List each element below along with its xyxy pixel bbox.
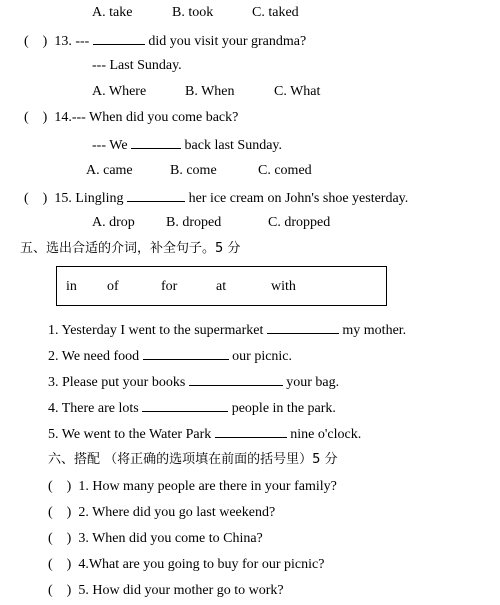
answer-blank (131, 135, 181, 149)
matching-item (48, 556, 324, 574)
word-bank-item: in (66, 279, 77, 294)
answer-blank (215, 424, 287, 438)
answer-blank (267, 320, 339, 334)
answer-paren: ( ) (24, 34, 48, 49)
q14-option-b: B. come (170, 163, 217, 178)
sentence-text: people in the park. (231, 401, 336, 416)
q15-option-c: C. dropped (268, 215, 331, 230)
matching-item (48, 504, 275, 522)
q15-text-after: her ice cream on John's shoe yesterday. (188, 191, 409, 206)
answer-blank (143, 346, 229, 360)
sentence-text: our picnic. (232, 349, 293, 364)
word-bank-item: of (107, 279, 119, 294)
q12-option-b: B. took (172, 5, 214, 20)
matching-item (48, 530, 263, 548)
answer-paren: ( ) (48, 505, 72, 520)
section-5-sentence (48, 346, 292, 366)
answer-paren: ( ) (24, 191, 48, 206)
sentence-text: nine o'clock. (290, 427, 362, 442)
sentence-text: 5. We went to the Water Park (48, 427, 212, 442)
q13-reply: --- Last Sunday. (92, 58, 182, 73)
section-5-sentence (48, 320, 406, 340)
matching-item-text: 4.What are you going to buy for our picnic? (78, 557, 325, 572)
q13-option-c: C. What (274, 84, 321, 99)
answer-paren: ( ) (24, 110, 48, 125)
matching-item-text: 3. When did you come to China? (78, 531, 263, 546)
sentence-text: 2. We need food (48, 349, 140, 364)
q15-option-b: B. droped (166, 215, 222, 230)
q14-reply-before: --- We (92, 138, 128, 153)
sentence-text: my mother. (342, 323, 407, 338)
section-6-heading: 六、搭配 （将正确的选项填在前面的括号里）5 分 (48, 452, 338, 467)
q14-reply-after: back last Sunday. (184, 138, 283, 153)
answer-paren: ( ) (48, 531, 72, 546)
word-bank-item: for (161, 279, 178, 294)
answer-paren: ( ) (48, 557, 72, 572)
answer-blank (142, 398, 228, 412)
word-bank-box (56, 266, 387, 306)
sentence-text: 4. There are lots (48, 401, 139, 416)
answer-blank (127, 188, 185, 202)
q13-text-before: 13. --- (54, 34, 90, 49)
answer-paren: ( ) (48, 479, 72, 494)
matching-item-text: 1. How many people are there in your family? (78, 479, 337, 494)
matching-item-text: 5. How did your mother go to work? (78, 583, 284, 598)
sentence-text: your bag. (286, 375, 340, 390)
matching-item (48, 582, 284, 600)
q15-text-before: 15. Lingling (54, 191, 124, 206)
q12-option-c: C. taked (252, 5, 299, 20)
sentence-text: 1. Yesterday I went to the supermarket (48, 323, 264, 338)
sentence-text: 3. Please put your books (48, 375, 186, 390)
q14-reply (92, 135, 282, 155)
answer-blank (93, 31, 145, 45)
q13-option-b: B. When (185, 84, 235, 99)
word-bank-item: at (216, 279, 227, 294)
q14-question (24, 109, 238, 127)
section-5-sentence (48, 424, 361, 444)
q14-text: 14.--- When did you come back? (54, 110, 239, 125)
q15-option-a: A. drop (92, 215, 135, 230)
q13-text-after: did you visit your grandma? (148, 34, 307, 49)
answer-blank (189, 372, 283, 386)
matching-item (48, 478, 337, 496)
q15-question (24, 188, 408, 208)
section-5-sentence (48, 372, 339, 392)
word-bank-item: with (271, 279, 296, 294)
q12-option-a: A. take (92, 5, 133, 20)
section-5-sentence (48, 398, 336, 418)
q13-question (24, 31, 306, 51)
q14-option-c: C. comed (258, 163, 312, 178)
answer-paren: ( ) (48, 583, 72, 598)
matching-item-text: 2. Where did you go last weekend? (78, 505, 276, 520)
q13-option-a: A. Where (92, 84, 147, 99)
section-5-heading: 五、选出合适的介词，补全句子。5 分 (20, 241, 241, 256)
q14-option-a: A. came (86, 163, 133, 178)
